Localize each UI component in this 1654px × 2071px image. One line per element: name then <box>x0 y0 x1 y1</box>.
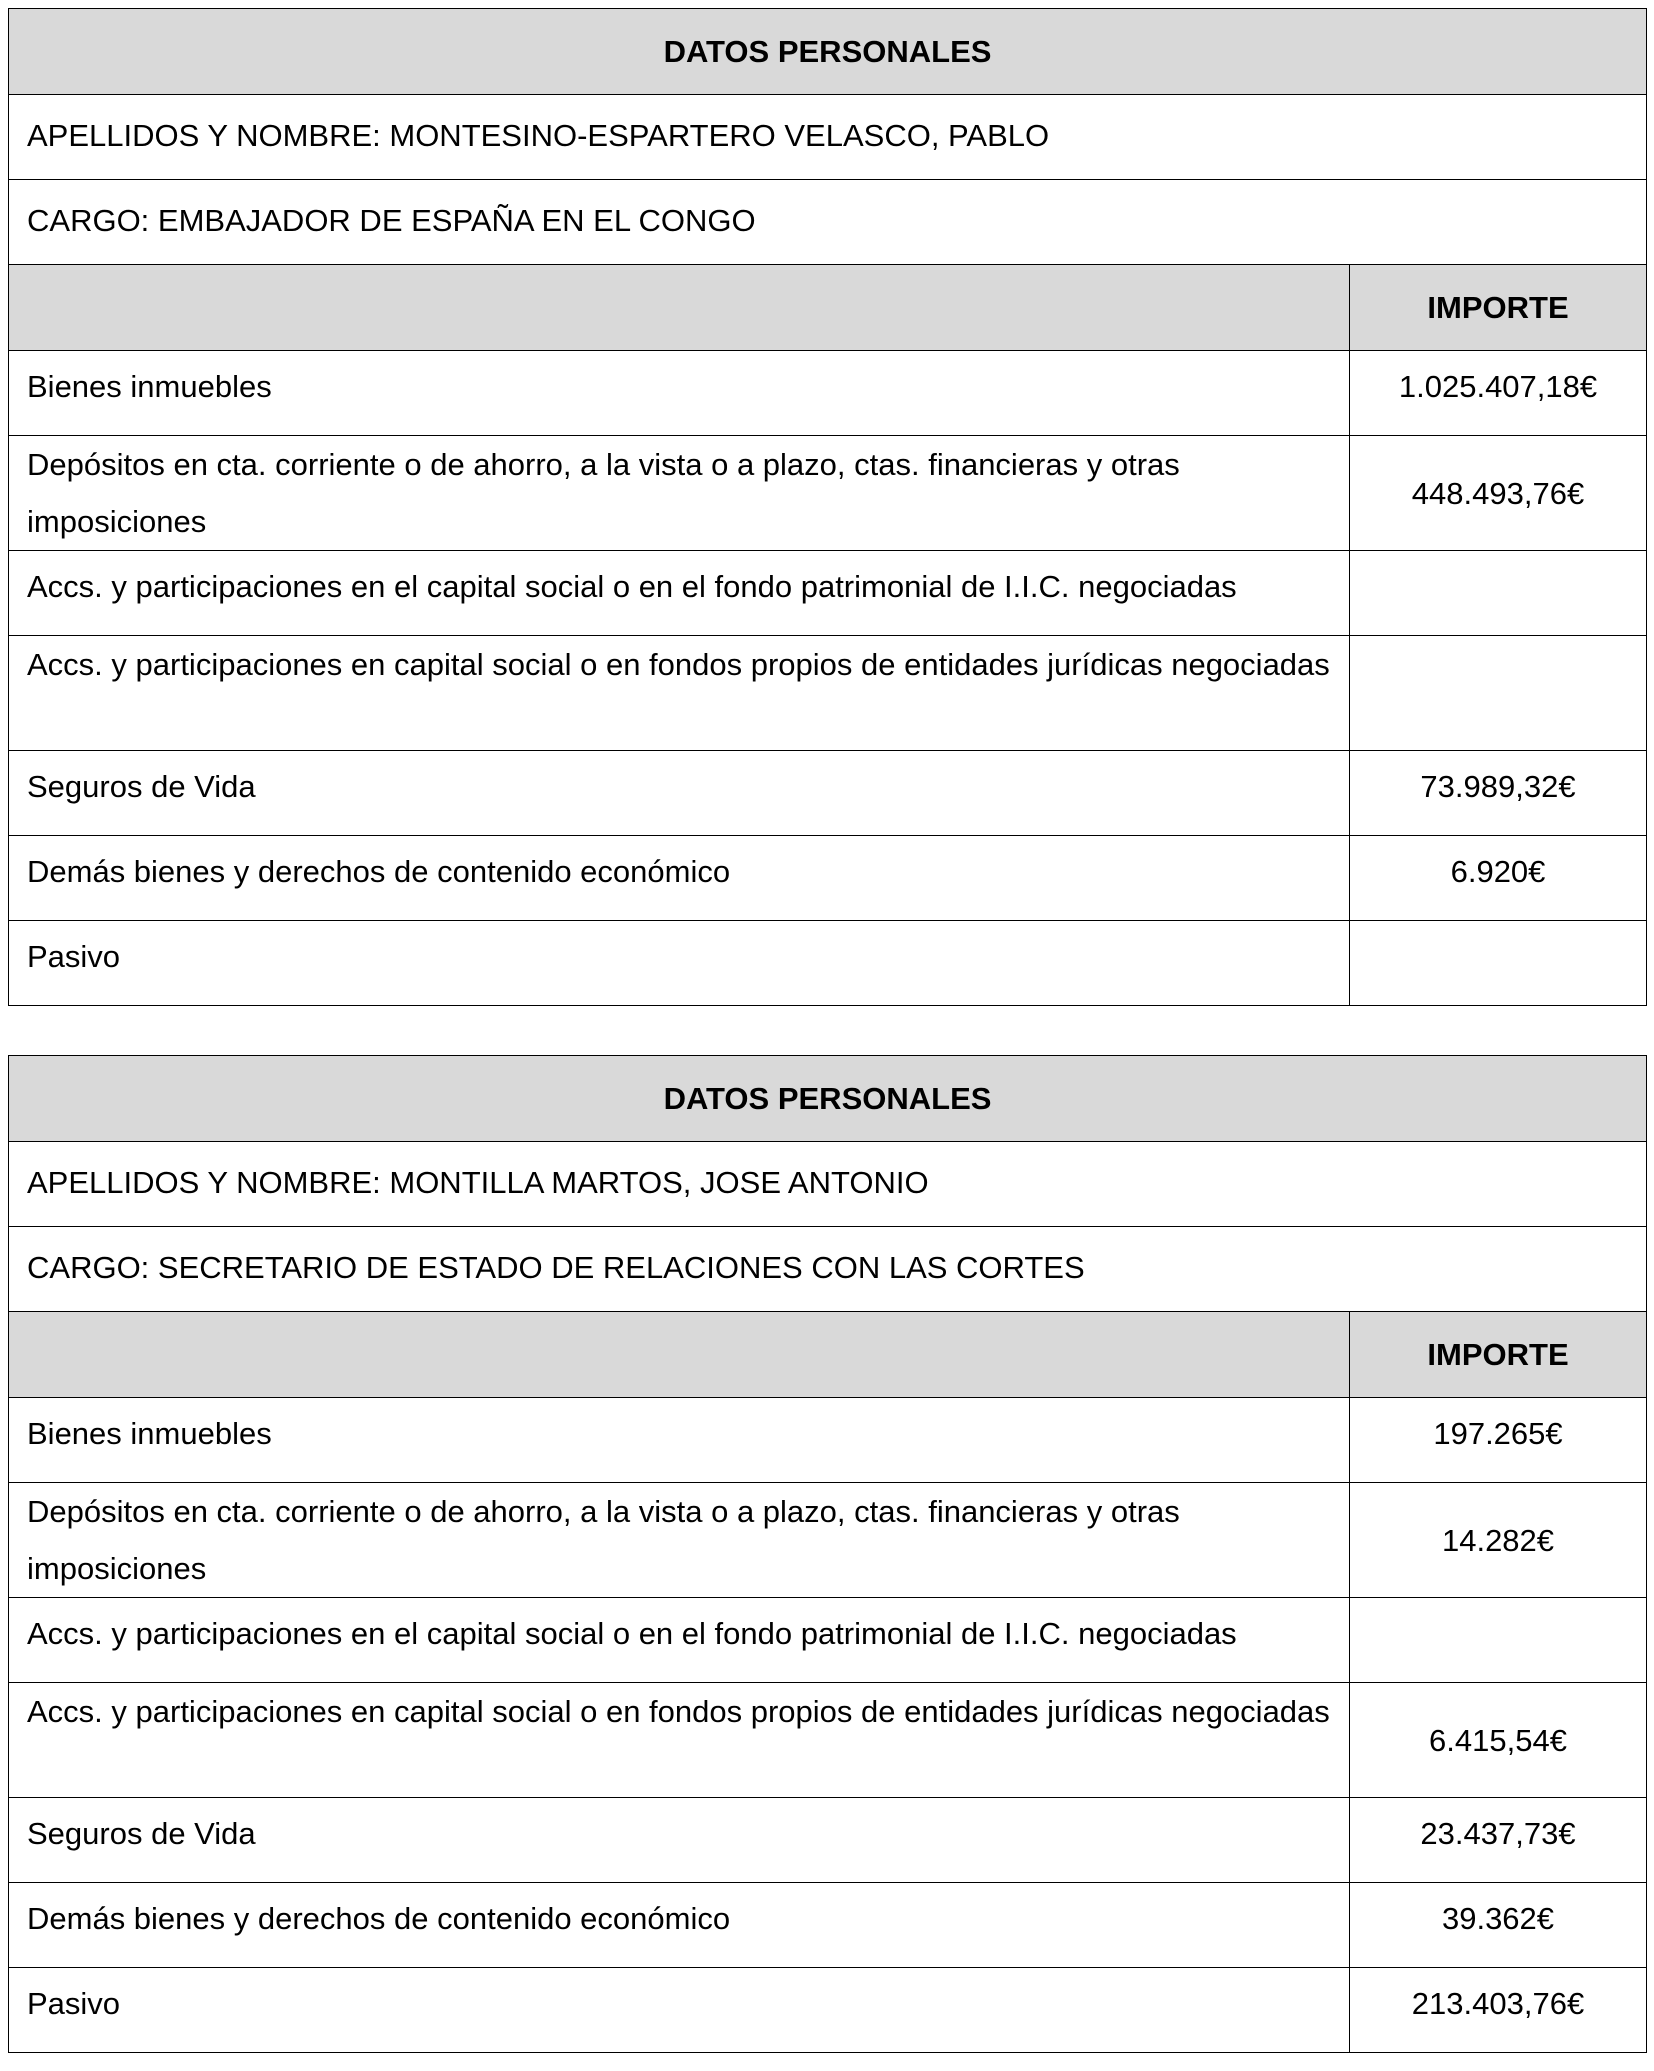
row-label: Accs. y participaciones en el capital social o en el fondo patrimonial de I.I.C. negociadas <box>9 551 1350 636</box>
row-amount: 6.415,54€ <box>1350 1683 1647 1798</box>
name-line: APELLIDOS Y NOMBRE: MONTESINO-ESPARTERO VELASCO, PABLO <box>9 95 1647 180</box>
row-amount <box>1350 921 1647 1006</box>
row-label: Accs. y participaciones en capital social o en fondos propios de entidades jurídicas negociadas <box>9 636 1350 751</box>
row-amount: 39.362€ <box>1350 1883 1647 1968</box>
table-row <box>9 1683 1647 1798</box>
row-label: Seguros de Vida <box>9 1798 1350 1883</box>
section-header: DATOS PERSONALES <box>9 1056 1647 1142</box>
row-amount <box>1350 636 1647 751</box>
row-label: Bienes inmuebles <box>9 351 1350 436</box>
row-amount <box>1350 1598 1647 1683</box>
label-column-header <box>9 265 1350 351</box>
row-amount: 73.989,32€ <box>1350 751 1647 836</box>
declaration-table-2 <box>8 1055 1647 2053</box>
name-line: APELLIDOS Y NOMBRE: MONTILLA MARTOS, JOSE ANTONIO <box>9 1142 1647 1227</box>
table-row <box>9 551 1647 636</box>
row-label: Seguros de Vida <box>9 751 1350 836</box>
label-column-header <box>9 1312 1350 1398</box>
table-row <box>9 351 1647 436</box>
row-label: Depósitos en cta. corriente o de ahorro, a la vista o a plazo, ctas. financieras y otras imposiciones <box>9 1483 1350 1598</box>
row-label: Bienes inmuebles <box>9 1398 1350 1483</box>
cargo-line: CARGO: SECRETARIO DE ESTADO DE RELACIONES CON LAS CORTES <box>9 1227 1647 1312</box>
table-row <box>9 1883 1647 1968</box>
table-row <box>9 1968 1647 2053</box>
row-label: Demás bienes y derechos de contenido económico <box>9 836 1350 921</box>
table-row <box>9 1598 1647 1683</box>
table-row <box>9 1798 1647 1883</box>
cargo-line: CARGO: EMBAJADOR DE ESPAÑA EN EL CONGO <box>9 180 1647 265</box>
table-row <box>9 436 1647 551</box>
row-label: Pasivo <box>9 1968 1350 2053</box>
table-row <box>9 921 1647 1006</box>
row-label: Demás bienes y derechos de contenido económico <box>9 1883 1350 1968</box>
row-amount: 14.282€ <box>1350 1483 1647 1598</box>
row-amount <box>1350 551 1647 636</box>
row-label: Depósitos en cta. corriente o de ahorro, a la vista o a plazo, ctas. financieras y otras imposiciones <box>9 436 1350 551</box>
row-amount: 1.025.407,18€ <box>1350 351 1647 436</box>
amount-column-header: IMPORTE <box>1350 1312 1647 1398</box>
row-amount: 448.493,76€ <box>1350 436 1647 551</box>
table-row <box>9 636 1647 751</box>
table-row <box>9 1398 1647 1483</box>
row-label: Accs. y participaciones en capital social o en fondos propios de entidades jurídicas negociadas <box>9 1683 1350 1798</box>
table-row <box>9 751 1647 836</box>
row-amount: 6.920€ <box>1350 836 1647 921</box>
row-label: Accs. y participaciones en el capital social o en el fondo patrimonial de I.I.C. negociadas <box>9 1598 1350 1683</box>
row-amount: 213.403,76€ <box>1350 1968 1647 2053</box>
table-row <box>9 836 1647 921</box>
row-amount: 197.265€ <box>1350 1398 1647 1483</box>
declaration-table-1 <box>8 8 1647 1006</box>
amount-column-header: IMPORTE <box>1350 265 1647 351</box>
row-label: Pasivo <box>9 921 1350 1006</box>
section-header: DATOS PERSONALES <box>9 9 1647 95</box>
row-amount: 23.437,73€ <box>1350 1798 1647 1883</box>
table-row <box>9 1483 1647 1598</box>
